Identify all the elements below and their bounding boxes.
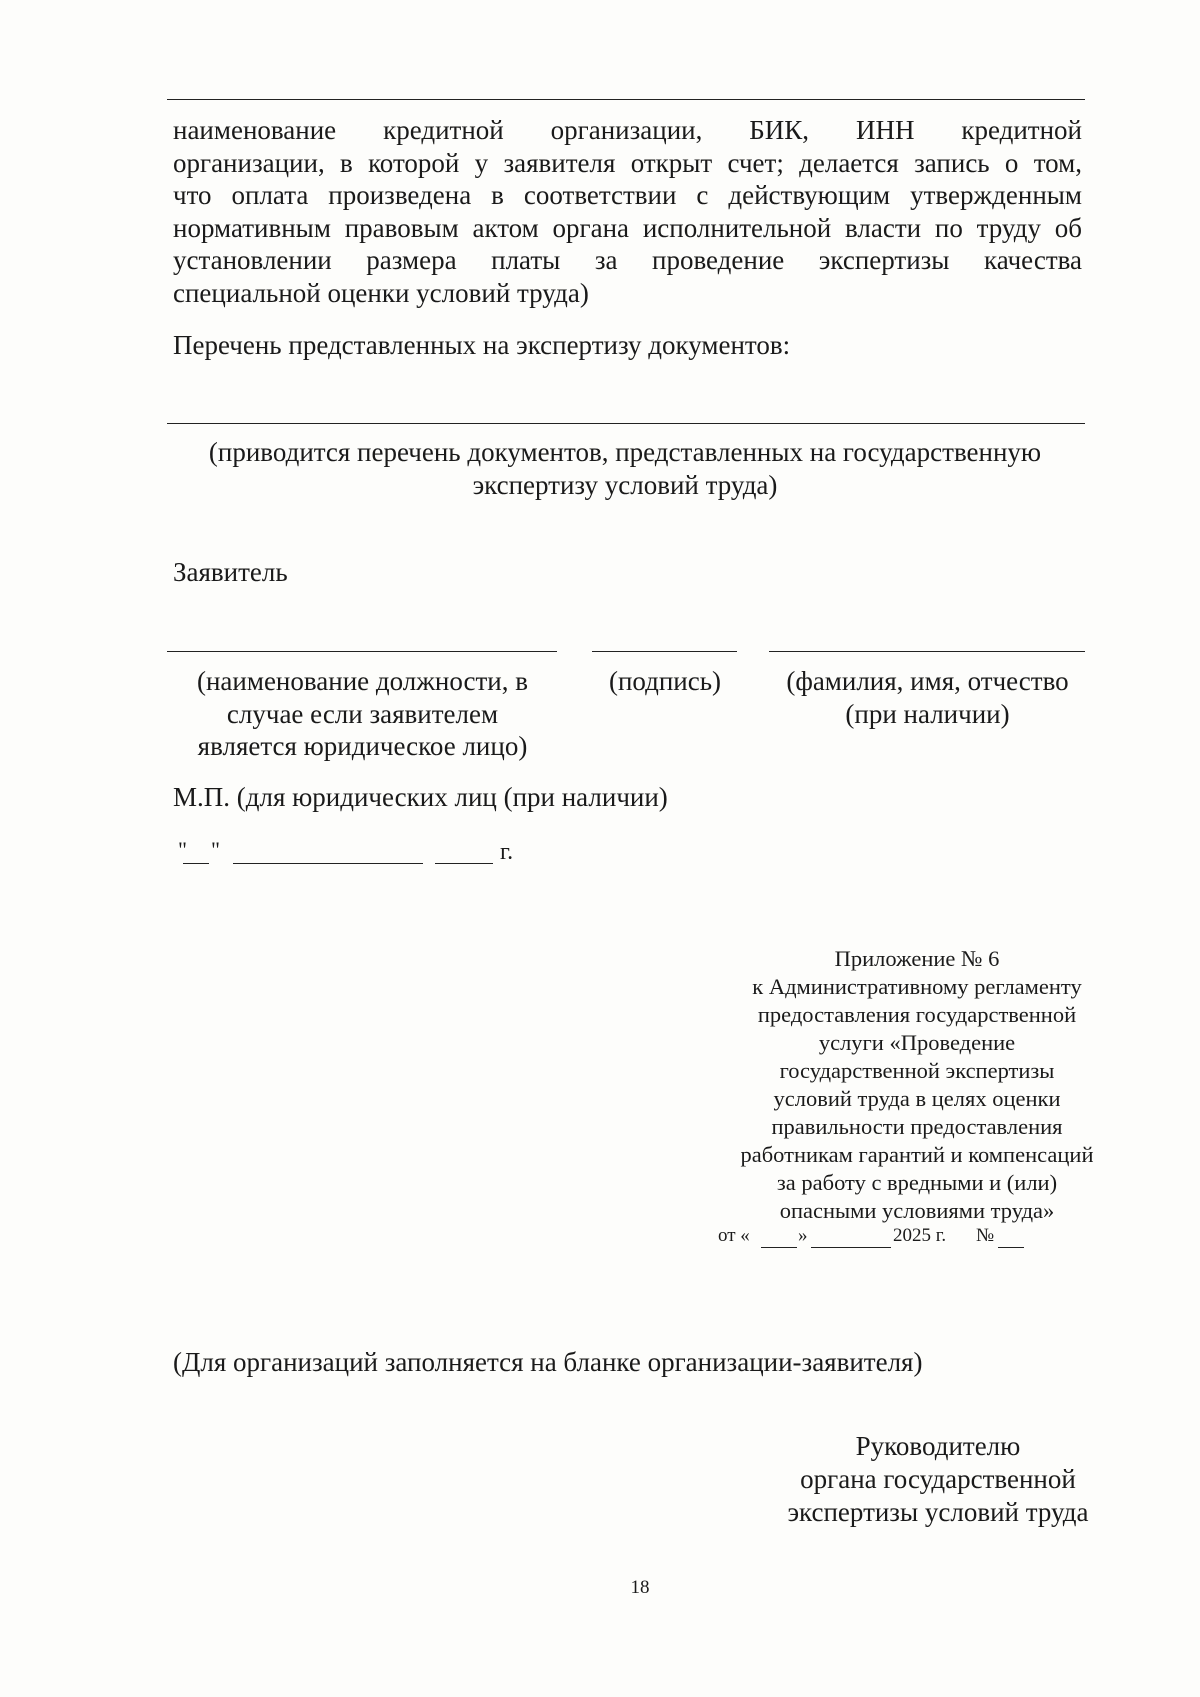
- appendix-date-mid: »: [798, 1225, 808, 1246]
- addressee-line: экспертизы условий труда: [787, 1497, 1089, 1527]
- position-caption: [160, 665, 565, 763]
- appendix-line: услуги «Проведение: [818, 1030, 1016, 1055]
- appendix-day-line: [761, 1247, 797, 1248]
- date-year-line: [435, 863, 493, 864]
- appendix-month-line: [811, 1247, 891, 1248]
- appendix-number-line: [998, 1247, 1024, 1248]
- appendix-line: условий труда в целях оценки: [773, 1086, 1061, 1111]
- appendix-line: к Административному регламенту: [752, 974, 1082, 999]
- documents-caption: [160, 436, 1090, 501]
- signature-caption: (подпись): [608, 666, 722, 696]
- documents-caption-line: (приводится перечень документов, представленных на государственную: [208, 437, 1042, 467]
- appendix-title: Приложение № 6: [834, 946, 1000, 971]
- payment-note-line: наименование кредитной организации, БИК, ИНН кредитной: [173, 115, 1082, 145]
- appendix-line: работникам гарантий и компенсаций: [740, 1142, 1094, 1167]
- appendix-date-year: 2025 г.: [893, 1225, 947, 1246]
- seal-note: М.П. (для юридических лиц (при наличии): [173, 782, 668, 812]
- payment-note-line: специальной оценки условий труда): [173, 277, 589, 308]
- documents-caption-line: экспертизу условий труда): [472, 469, 778, 500]
- name-fill-line: [769, 651, 1085, 652]
- date-year-suffix: г.: [500, 839, 514, 865]
- position-caption-line: (наименование должности, в: [196, 666, 528, 696]
- addressee-line: Руководителю: [855, 1431, 1021, 1461]
- position-caption-line: является юридическое лицо): [197, 731, 528, 761]
- appendix-line: предоставления государственной: [757, 1002, 1077, 1027]
- appendix-block: [722, 945, 1112, 1225]
- documents-heading: Перечень представленных на экспертизу документов:: [173, 330, 791, 360]
- addressee-block: [748, 1430, 1128, 1529]
- appendix-line: правильности предоставления: [771, 1114, 1063, 1139]
- applicant-label: Заявитель: [173, 557, 288, 587]
- page-number: 18: [630, 1577, 650, 1598]
- position-caption-line: случае если заявителем: [226, 698, 499, 729]
- payment-note-line: что оплата произведена в соответствии с действующим утвержденным: [173, 180, 1082, 210]
- date-quote-close: ": [211, 837, 220, 862]
- name-caption-line: (при наличии): [845, 698, 1010, 729]
- signature-fill-line: [592, 651, 737, 652]
- addressee-line: органа государственной: [800, 1464, 1076, 1494]
- documents-fill-line: [167, 423, 1085, 424]
- date-line: [173, 834, 533, 868]
- name-caption: [760, 665, 1095, 730]
- date-day-line: [183, 863, 209, 864]
- appendix-date-no: №: [976, 1225, 995, 1246]
- appendix-date-from: от «: [718, 1225, 750, 1246]
- appendix-line: государственной экспертизы: [779, 1058, 1055, 1083]
- appendix-line: опасными условиями труда»: [779, 1198, 1055, 1223]
- date-quote-open: ": [178, 837, 187, 862]
- payment-note-line: установлении размера платы за проведение экспертизы качества: [173, 245, 1082, 275]
- payment-note-line: организации, в которой у заявителя открыт счет; делается запись о том,: [173, 147, 1082, 178]
- appendix-date-line: [718, 1225, 1038, 1251]
- payment-note-line: нормативным правовым актом органа исполнительной власти по труду об: [173, 212, 1082, 243]
- letterhead-note: (Для организаций заполняется на бланке организации-заявителя): [173, 1347, 923, 1377]
- top-rule: [167, 99, 1085, 100]
- position-fill-line: [167, 651, 557, 652]
- date-month-line: [233, 863, 423, 864]
- payment-note: [173, 114, 1082, 309]
- name-caption-line: (фамилия, имя, отчество: [786, 666, 1069, 696]
- appendix-line: за работу с вредными и (или): [776, 1170, 1058, 1195]
